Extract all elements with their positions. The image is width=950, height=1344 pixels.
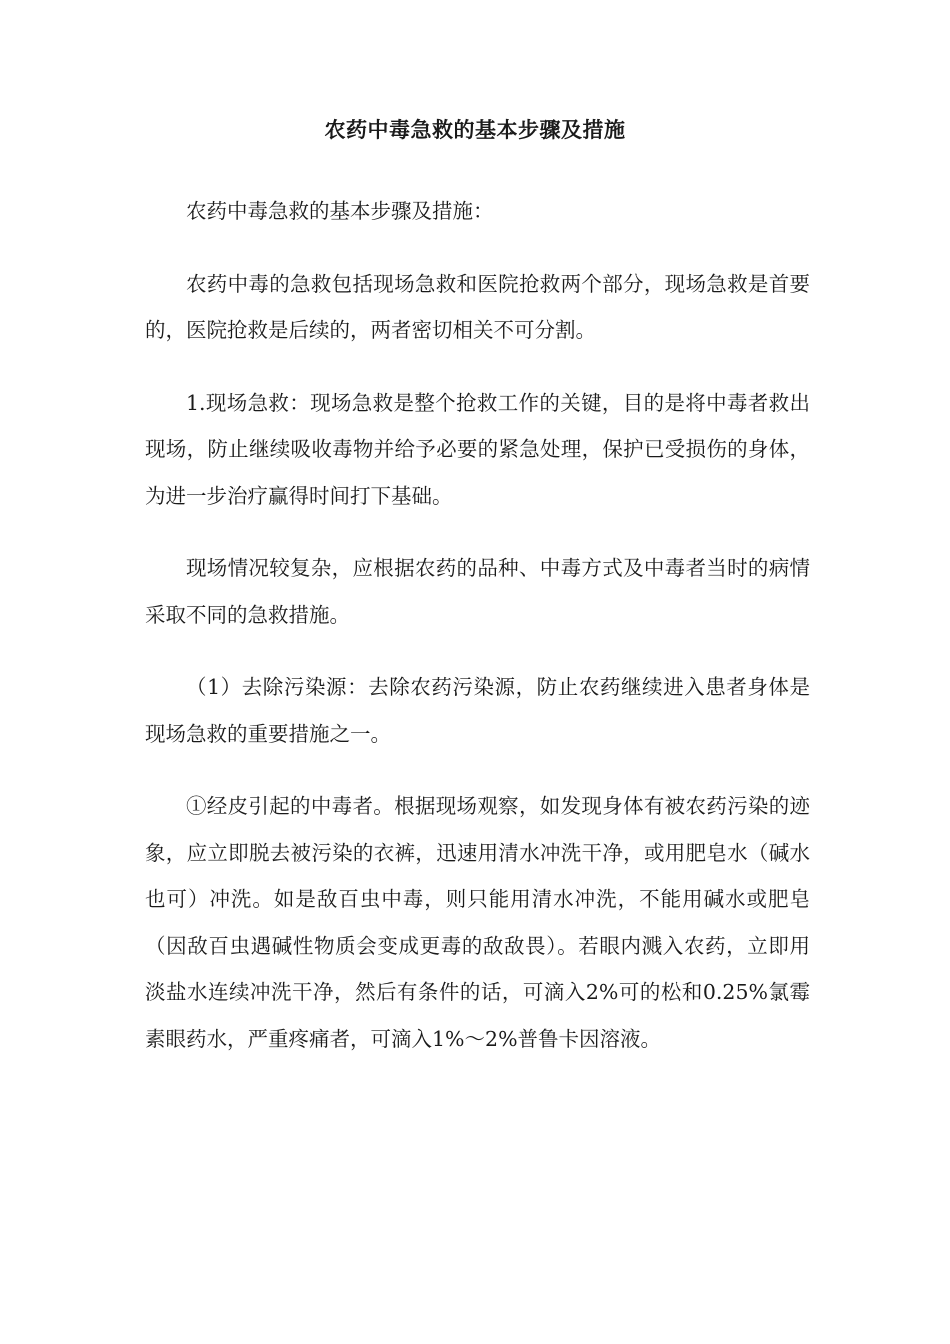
paragraph-remove-source: （1）去除污染源：去除农药污染源，防止农药继续进入患者身体是现场急救的重要措施之一。 <box>145 675 810 746</box>
document-body <box>145 188 810 1088</box>
paragraph-onsite-first-aid: 1.现场急救：现场急救是整个抢救工作的关键，目的是将中毒者救出现场，防止继续吸收毒物并给予必要的紧急处理，保护已受损伤的身体，为进一步治疗赢得时间打下基础。 <box>145 390 810 508</box>
paragraph-intro: 农药中毒急救的基本步骤及措施： <box>186 199 494 223</box>
document-title: 农药中毒急救的基本步骤及措施 <box>324 118 626 142</box>
paragraph-onsite-situation: 现场情况较复杂，应根据农药的品种、中毒方式及中毒者当时的病情采取不同的急救措施。 <box>145 556 810 627</box>
paragraph-skin-poisoning: ①经皮引起的中毒者。根据现场观察，如发现身体有被农药污染的迹象，应立即脱去被污染的衣裤，迅速用清水冲洗干净，或用肥皂水（碱水也可）冲洗。如是敌百虫中毒，则只能用清水冲洗，不能用碱水或肥皂（因敌百虫遇碱性物质会变成更毒的敌敌畏）。若眼内溅入农药，立即用淡盐水连续冲洗干净，然后有条件的话，可滴入2%可的松和0.25%氯霉素眼药水，严重疼痛者，可滴入1%～2%普鲁卡因溶液。 <box>145 794 810 1051</box>
paragraph-overview: 农药中毒的急救包括现场急救和医院抢救两个部分，现场急救是首要的，医院抢救是后续的，两者密切相关不可分割。 <box>145 271 810 342</box>
